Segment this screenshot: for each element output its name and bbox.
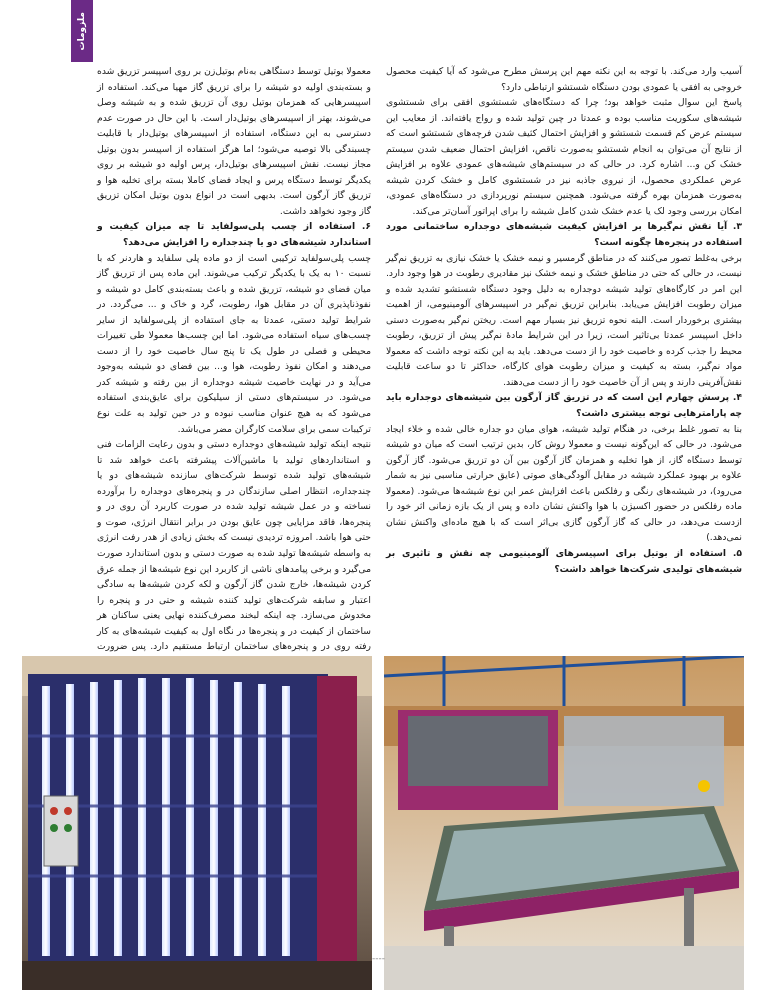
question-heading: ۴. پرسش چهارم این است که در تزریق گاز آرگون بین شیشه‌های دوجداره باید چه پارامترهایی توجه بیشتری داشت؟ xyxy=(386,392,742,420)
paragraph: معمولا بوتیل توسط دستگاهی به‌نام بوتیل‌زن بر روی اسپیسر تزریق شده و بسته‌بندی اولیه دو شیشه را برای تزریق گاز مهیا می‌کند. استفاده از اسپیسرهایی که همزمان بوتیل روی آن تزریق شده و به شیشه وصل می‌شوند، بهتر از اسپیسرهای بوتیل‌دار است. با این حال در صورت عدم دسترسی به این دستگاه، استفاده از اسپیسرهای بوتیل‌دار با قابلیت چسبندگی بالا توصیه می‌شود؛ اما هرگز استفاده از اسپیسر بدون بوتیل مجاز نیست. نقش اسپیسرهای بوتیل‌دار، پرس اولیه دو شیشه بر روی یکدیگر توسط دستگاه پرس و ایجاد فضای کاملا بسته برای تخلیه هوا و تزریق گاز آرگون است. بدیهی است در انواع بدون بوتیل امکان تزریق گاز وجود نخواهد داشت. xyxy=(97,66,371,217)
paragraph: چسب پلی‌سولفاید ترکیبی است از دو ماده پلی سلفاید و هاردنر که با نسبت ۱۰ به یک با یکدیگر ترکیب می‌شوند. این ماده پس از تزریق گاز میان فضای دو شیشه، تزریق شده و باعث بسته‌بندی کامل دو شیشه و نفوذناپذیری آن در مقابل هوا، رطوبت، گرد و خاک و ... می‌گردد. در شرایط تولید دستی، عمدتا به جای استفاده از پلی‌سولفاید از سایر چسب‌های سیاه استفاده می‌شود. اما این چسب‌ها معمولا طی تغییرات محیطی و فصلی در طول یک تا پنج سال خاصیت خود را از دست می‌دهند و امکان نفوذ رطوبت، هوا و... بین فضای دو شیشه به‌وجود می‌آید و در نهایت خاصیت شیشه دوجداره از بین رفته و شیشه کدر می‌شود. در سیستم‌های دستی از سیلیکون برای عایق‌بندی استفاده می‌شود که به هیچ عنوان مناسب نبوده و در حین تولید به علت نوع ترکیبات سمی برای سلامت کارگران مضر می‌باشد. xyxy=(97,252,372,435)
question-heading: ۳. آیا نقش نم‌گیرها بر افزایش کیفیت شیشه‌های دوجداره ساختمانی مورد استفاده در پنجره‌ها چگونه است؟ xyxy=(386,221,742,249)
question-heading: ۵. استفاده از بوتیل برای اسپیسرهای آلومینیومی چه نقش و تاثیری بر شیشه‌های تولیدی شرکت‌ها خواهد داشت؟ xyxy=(386,547,742,575)
paragraph: آسیب وارد می‌کند. با توجه به این نکته مهم این پرسش مطرح می‌شود که آیا کیفیت محصول خروجی به افقی یا عمودی بودن دستگاه شستشو ارتباطی دارد؟ xyxy=(386,66,742,93)
question-heading: ۶. استفاده از چسب پلی‌سولفاید تا چه میزان کیفیت و استاندارد شیشه‌های دو یا چندجداره را افزایش می‌دهد؟ xyxy=(97,221,371,249)
right-text-column xyxy=(386,64,742,577)
paragraph: بنا به تصور غلط برخی، در هنگام تولید شیشه، هوای میان دو جداره خالی شده و خلاء ایجاد می‌شود. در حالی که این‌گونه نیست و معمولا روش کار، بدین ترتیب است که میان دو شیشه توسط دستگاه گاز، از هوا تخلیه و همزمان گاز آرگون بین آن دو تزریق می‌شود. گاز آرگون علاوه بر بهبود عملکرد شیشه در مقابل آلودگی‌های صوتی (عایق حرارتی مناسبی نیز به شمار می‌رود)، در شیشه‌های رنگی و رفلکس باعث افزایش عمر این نوع شیشه‌ها می‌شود. (معمولا ماده رفلکس در حضور اکسیژن با هوا واکنش نشان داده و پس از یک بازه زمانی اثر خود را ازدست می‌دهد، در حالی که گاز آرگون گازی بی‌اثر است که با هیچ ماده‌ای واکنش نشان نمی‌دهد.) xyxy=(386,423,742,544)
section-tab xyxy=(71,0,93,62)
paragraph: نتیجه اینکه تولید شیشه‌های دوجداره دستی و بدون رعایت الزامات فنی و استانداردهای تولید با ماشین‌آلات پیشرفته باعث خواهد شد تا شیشه‌های تولید شده توسط شرکت‌های سازنده شیشه‌های دو یا چندجداره، انتظار اصلی سازندگان در و پنجره‌های دوجداره را برآورده نساخته و در عمل شیشه تولید شده در صورت کاربرد آن روی در و پنجره‌ها، فاقد مزایایی چون عایق بودن در برابر انتقال انرژی، صوت و حتی هوا باشد. امروزه تردیدی نیست که بخش زیادی از هدر رفت انرژی به واسطه شیشه‌ها تولید شده به صورت دستی و بدون استاندارد صورت می‌گیرد و برخی پیامدهای ناشی از کاربرد این نوع شیشه‌ها از جمله عرق کردن شیشه‌ها، خارج شدن گاز آرگون و لکه کردن شیشه‌ها به سادگی اعتبار و سابقه شرکت‌های تولید کننده شیشه و حتی در و پنجره را مخدوش می‌سازد. چه اینکه لبخند مصرف‌کننده نهایی یعنی ساکنان هر ساختمان از کیفیت در و پنجره‌ها در نگاه اول به کیفیت شیشه‌های به کار رفته روی در و پنجره‌های ساختمان ارتباط مستقیم دارد. پس ضرورت xyxy=(97,439,371,653)
left-text-column xyxy=(97,64,371,701)
section-tab-label: ملزومات xyxy=(77,11,87,51)
paragraph: پاسخ این سوال مثبت خواهد بود؛ چرا که دستگاه‌های شستشوی افقی برای شستشوی شیشه‌های سکوریت مناسب بوده و عمدتا در چین تولید شده و رواج یافته‌اند. از معایب این سیستم عرض کم قسمت شستشو و افزایش احتمال کثیف شدن فرچه‌های شستشو است که از نتایج آن می‌توان به انجام شستشو به‌صورت ناقص، افزایش احتمال ضعیف شدن سیستم خشک کن و... اشاره کرد. در حالی که در سیستم‌های شیشه‌های عمودی علاوه بر افزایش عرض عملکردی محصول، از نیروی جاذبه نیز در شستشوی کامل و خشک کردن شیشه به‌صورت همزمان بهره گرفته می‌شود. همچنین سیستم نورپردازی در دستگاه‌های عمودی، امکان بررسی وجود لک یا عدم خشک شدن کامل شیشه را برای اپراتور آسان‌تر می‌کند. xyxy=(386,97,742,217)
paragraph: برخی به‌غلط تصور می‌کنند که در مناطق گرمسیر و نیمه خشک یا خشک نیازی به تزریق نم‌گیر نیست، در حالی که حتی در مناطق خشک و نیمه خشک نیز مقادیری رطوبت در هوا وجود دارد. این امر در کارگاه‌های تولید شیشه دوجداره به دلیل وجود دستگاه شستشو تشدید شده و میزان رطوبت افزایش می‌یابد. بنابراین تزریق نم‌گیر در اسپیسرهای آلومینیومی، از اهمیت بیشتری برخوردار است. البته نحوه تزریق نیز بسیار مهم است. ریختن نم‌گیر به‌صورت دستی داخل اسپیسر عمدتا بی‌تاثیر است، زیرا در این شرایط مادۀ نم‌گیر پیش از تزریق، رطوبت محیط را جذب کرده و خاصیت خود را از دست می‌دهد. باید به این نکته توجه داشت که معمولا مواد نم‌گیر، بسته به کیفیت و میزان رطوبت هوای کارگاه، حداکثر تا دو ساعت قابلیت نقش‌آفرینی دارند و پس از آن خاصیت خود را از دست می‌دهند. xyxy=(386,252,742,388)
vertical-glass-washing-machine-photo xyxy=(22,656,372,990)
insulating-glass-production-line-photo xyxy=(384,656,744,990)
footer-dots: ---- xyxy=(372,954,385,964)
